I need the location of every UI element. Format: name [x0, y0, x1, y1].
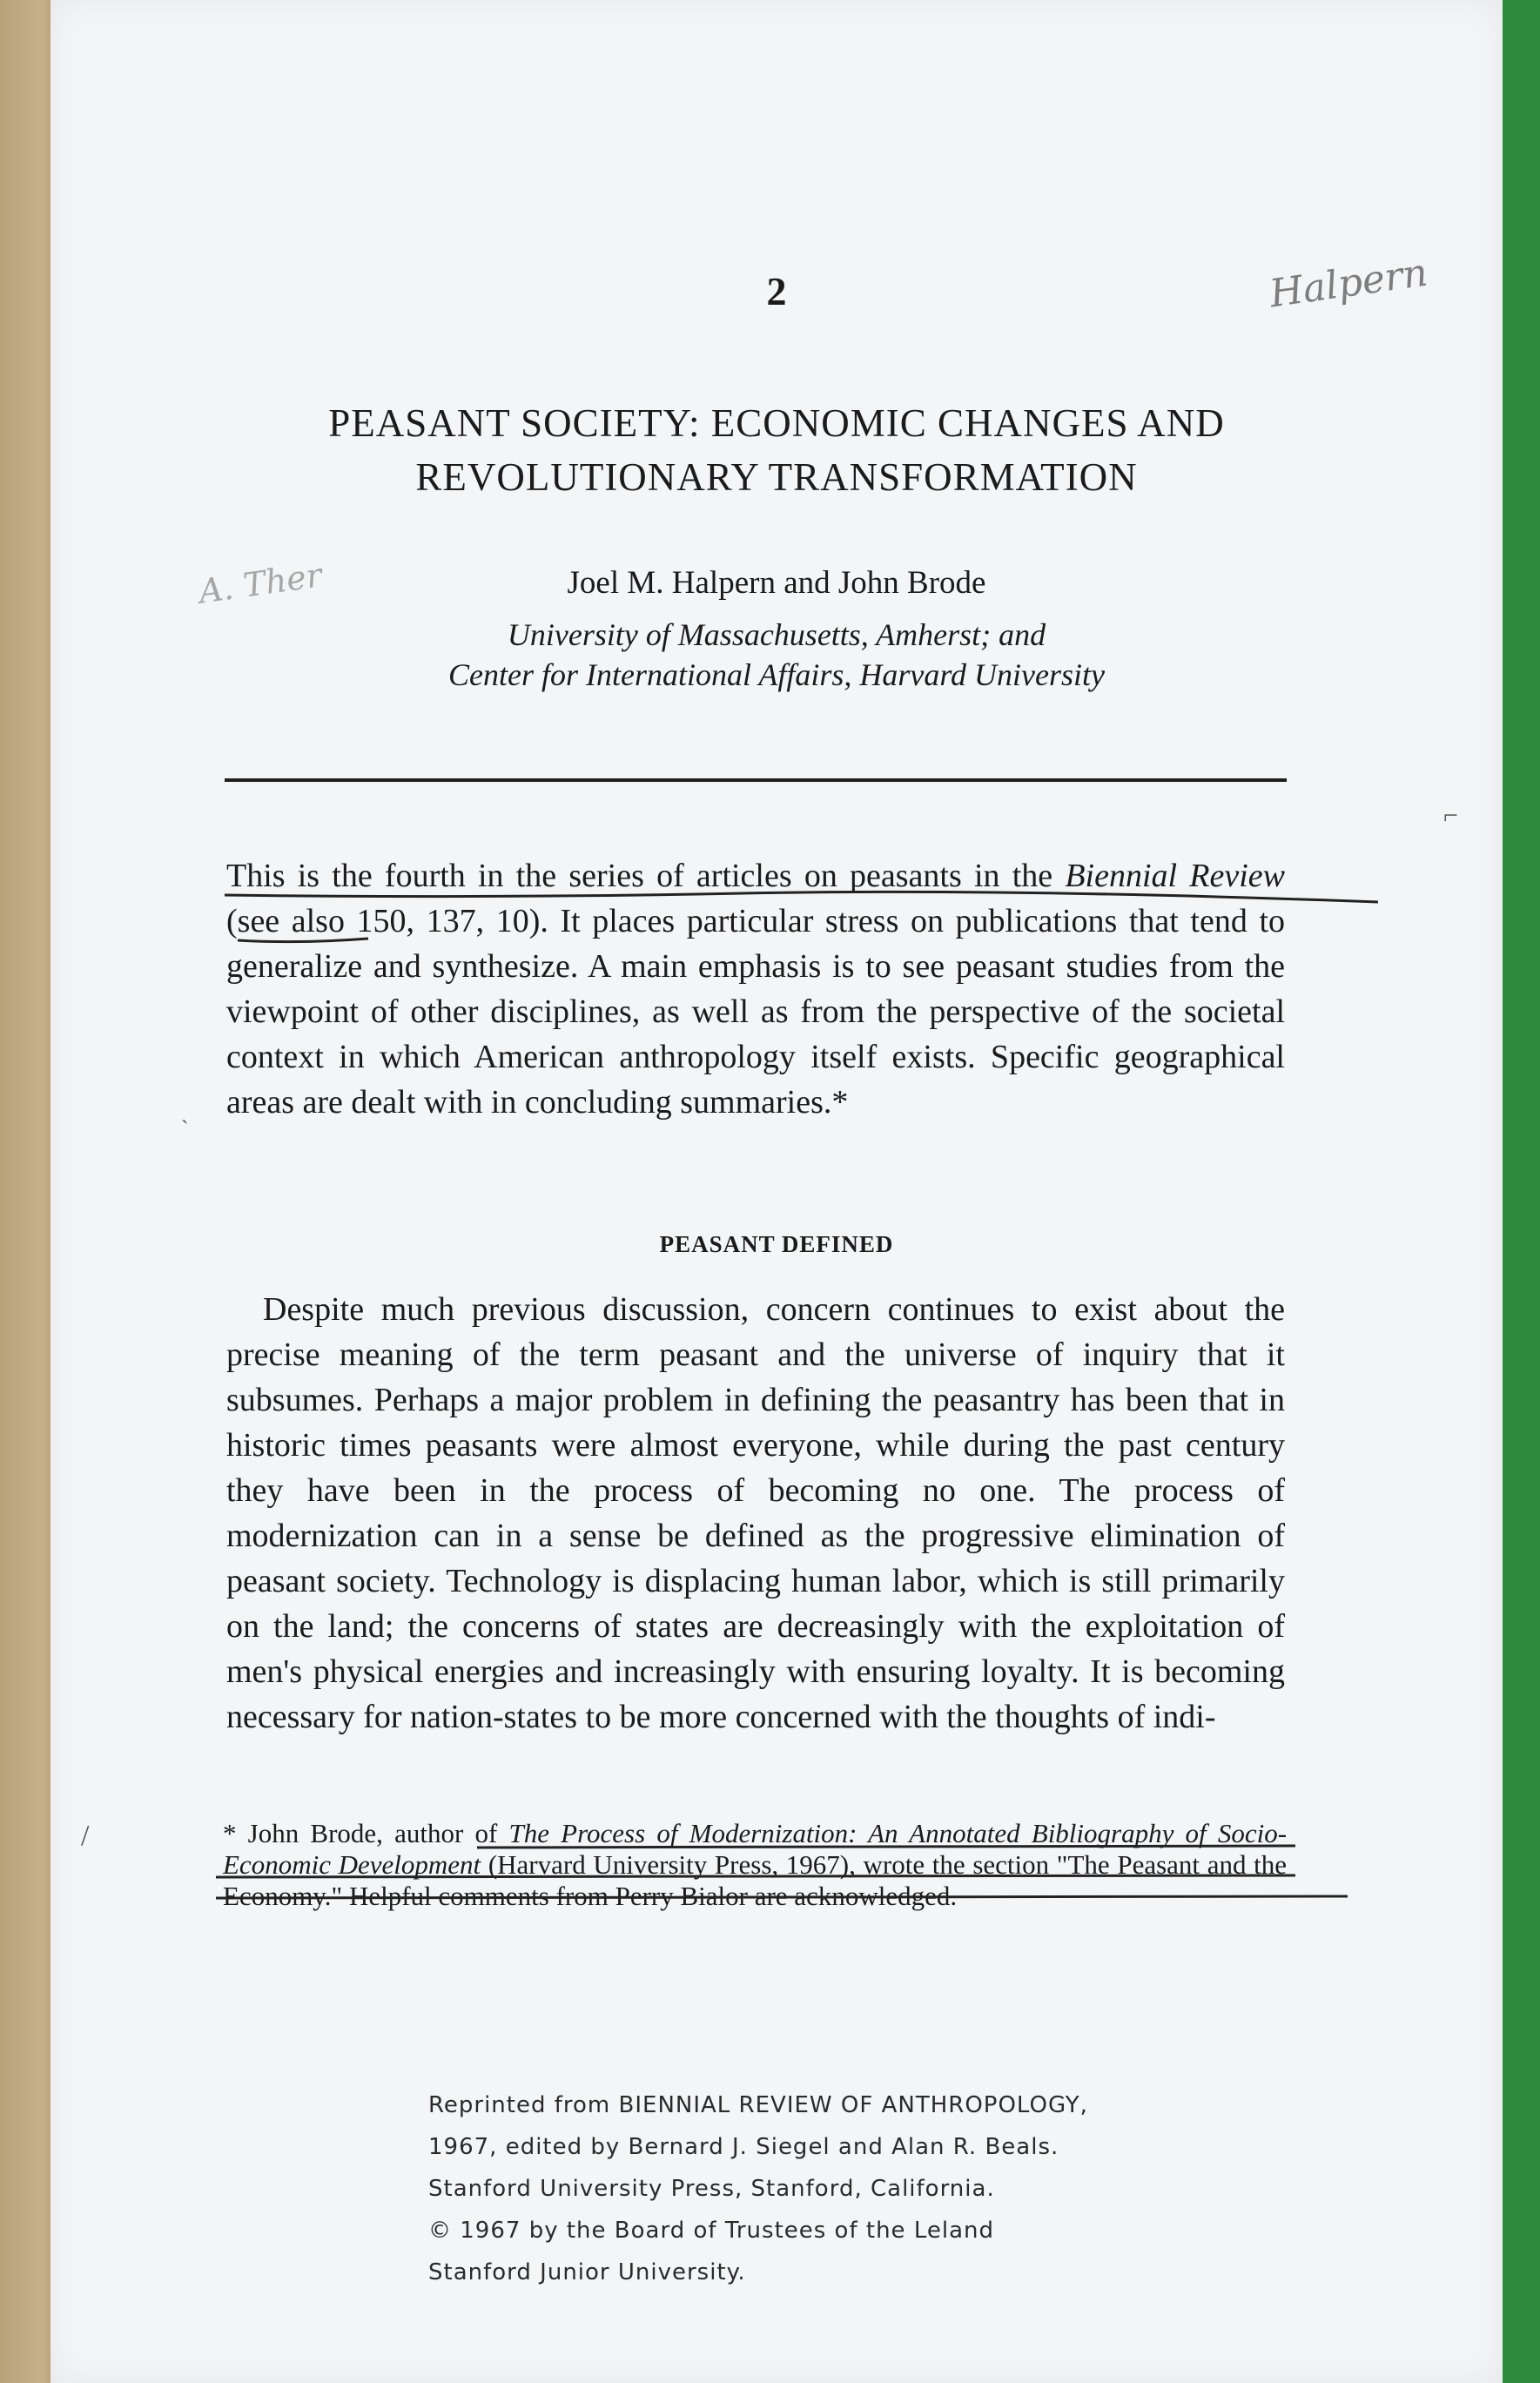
reprint-line-5: Stanford Junior University.: [428, 2259, 746, 2285]
margin-tick-2: ⌐: [1443, 801, 1458, 830]
affiliation-line-2: Center for International Affairs, Harvard University: [448, 657, 1105, 692]
margin-tick-1: /: [81, 1820, 90, 1852]
intro-text-start: This is the fourth in the series of articles on peasants in the: [226, 858, 1066, 894]
reprint-notice: [428, 2084, 1212, 2293]
reprint-line-3: Stanford University Press, Stanford, California.: [428, 2176, 995, 2202]
reprint-line-2: 1967, edited by Bernard J. Siegel and Alan R. Beals.: [428, 2134, 1059, 2160]
page-number: 2: [766, 269, 787, 313]
journal-name: Biennial Review: [1065, 858, 1286, 894]
footnote-suffix: (Harvard University Press, 1967), wrote the section "The Peasant and the Economy." Helpful comments from Perry Bialor are acknowledged.: [223, 1849, 1287, 1911]
reprint-line-4: © 1967 by the Board of Trustees of the Leland: [428, 2218, 994, 2244]
affiliation-line-1: University of Massachusetts, Amherst; and: [507, 617, 1046, 652]
title-line-2: REVOLUTIONARY TRANSFORMATION: [415, 455, 1138, 499]
section-heading: PEASANT DEFINED: [659, 1231, 894, 1257]
body-paragraph: Despite much previous discussion, concern continues to exist about the precise meaning of the term peasant and the universe of inquiry that it subsumes. Perhaps a major problem in defining the peasantry has been that in historic times peasants were almost everyone, while during the past century they have been in the process of becoming no one. The process of modernization can in a sense be defined as the progressive elimination of peasant society. Technology is displacing human labor, which is still primarily on the land; the concerns of states are decreasingly with the exploitation of men's physical energies and increasingly with ensuring loyalty. It is becoming necessary for nation-states to be more concerned with the thoughts of indi-: [226, 1291, 1285, 1735]
intro-text-end: (see also 150, 137, 10). It places particular stress on publications that tend to generalize and synthesize. A main emphasis is to see peasant studies from the viewpoint of other disciplines, as well as from the perspective of the societal context in which American anthropology itself exists. Specific geographical areas are dealt with in concluding summaries.*: [226, 903, 1285, 1121]
footnote: [223, 1818, 1287, 1912]
handwritten-note-left-margin: A. Ther: [196, 555, 325, 611]
title-line-1: PEASANT SOCIETY: ECONOMIC CHANGES AND: [328, 401, 1225, 445]
reprint-line-1: Reprinted from BIENNIAL REVIEW OF ANTHROPOLOGY,: [428, 2092, 1088, 2118]
margin-tick-3: ˋ: [181, 1116, 189, 1141]
title-divider: [225, 778, 1287, 782]
handwritten-note-top-right: Halpern: [1267, 250, 1430, 317]
footnote-book-title: The Process of Modernization: An Annotated Bibliography of Socio-Economic Development: [223, 1818, 1288, 1880]
intro-paragraph: [226, 853, 1285, 1125]
author-names: Joel M. Halpern and John Brode: [567, 565, 986, 601]
article-title: [50, 396, 1503, 504]
document-page: [50, 0, 1503, 2383]
footnote-prefix: * John Brode, author of: [223, 1818, 509, 1848]
